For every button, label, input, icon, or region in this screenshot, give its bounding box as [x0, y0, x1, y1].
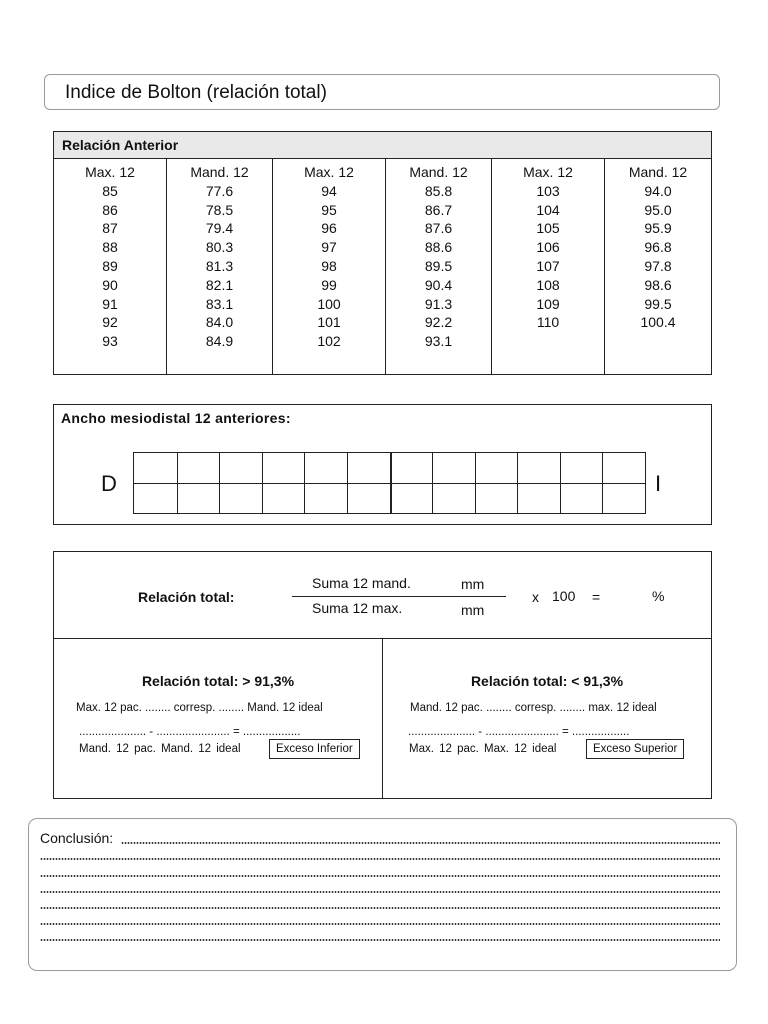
exceso-inferior-section	[54, 639, 383, 798]
grid-column-line	[475, 453, 476, 513]
conclusion-line[interactable]	[40, 939, 720, 941]
tooth-width-grid	[133, 452, 646, 514]
column-header: Max. 12	[523, 164, 573, 180]
exceso-superior-box: Exceso Superior	[586, 739, 684, 759]
table-cell: 99.5	[644, 295, 672, 312]
table-cell: 104	[536, 201, 560, 218]
less-line2: ..................... - ....................... = ..................	[408, 726, 630, 738]
grid-column-line	[432, 453, 433, 513]
table-cell: 77.6	[205, 182, 234, 199]
less-heading: Relación total: < 91,3%	[470, 673, 624, 689]
table-cell: 98	[321, 257, 337, 274]
table-cell: 108	[536, 276, 560, 293]
column-header: Max. 12	[85, 164, 135, 180]
table-cell: 86	[102, 201, 118, 218]
page-title: Indice de Bolton (relación total)	[65, 82, 327, 103]
table-cell: 96.8	[644, 239, 672, 256]
table-columns	[54, 159, 711, 374]
table-cell: 85.8	[424, 182, 453, 199]
grid-column-line	[347, 453, 348, 513]
conclusion-line[interactable]	[40, 891, 720, 893]
table-cell: 110	[536, 314, 560, 331]
table-column	[167, 159, 273, 374]
table-cell: 100	[317, 295, 341, 312]
table-cell: 95.0	[644, 201, 672, 218]
formula-section	[54, 552, 711, 639]
grid-column-line	[304, 453, 305, 513]
grid-column-line	[177, 453, 178, 513]
table-cell: 102	[317, 333, 341, 350]
table-cell: 84.9	[205, 333, 234, 350]
grid-column-line	[219, 453, 220, 513]
conclusion-line[interactable]	[40, 907, 720, 909]
table-cell: 89.5	[424, 257, 453, 274]
table-cell: 103	[536, 182, 560, 199]
table-cell: 78.5	[205, 201, 234, 218]
table-cell: 83.1	[205, 295, 234, 312]
times-sign: x	[532, 589, 539, 605]
table-cell: 95.9	[644, 220, 672, 237]
greater-line3: Mand. 12 pac. Mand. 12 ideal	[79, 743, 241, 755]
title-box	[44, 74, 720, 110]
table-cell: 81.3	[205, 257, 234, 274]
table-cell: 91	[102, 295, 118, 312]
table-cell: 93.1	[424, 333, 453, 350]
table-cell: 97.8	[644, 257, 672, 274]
equals-sign: =	[592, 589, 601, 605]
fraction-line	[292, 596, 506, 597]
table-cell: 99	[321, 276, 337, 293]
greater-line2: ..................... - ....................... = ..................	[79, 726, 301, 738]
ancho-label: Ancho mesiodistal 12 anteriores:	[61, 410, 291, 426]
conclusion-line[interactable]	[40, 858, 720, 860]
table-cell: 95	[321, 201, 337, 218]
table-cell: 82.1	[205, 276, 234, 293]
column-header: Mand. 12	[628, 164, 688, 180]
table-cell: 87.6	[424, 220, 453, 237]
hundred-value: 100	[552, 588, 576, 604]
denominator-unit: mm	[461, 602, 485, 618]
table-column	[492, 159, 605, 374]
column-header: Mand. 12	[190, 164, 249, 180]
table-cell: 100.4	[640, 314, 676, 331]
table-cell: 84.0	[205, 314, 234, 331]
table-cell: 97	[321, 239, 337, 256]
relacion-anterior-table	[53, 131, 712, 375]
conclusion-label: Conclusión:	[40, 830, 114, 846]
percent-sign: %	[652, 588, 665, 604]
table-cell: 86.7	[424, 201, 453, 218]
table-cell: 94	[321, 182, 337, 199]
column-header: Max. 12	[304, 164, 354, 180]
less-line1: Mand. 12 pac. ........ corresp. ........ max. 12 ideal	[410, 702, 657, 714]
table-cell: 92.2	[424, 314, 453, 331]
column-header: Mand. 12	[409, 164, 468, 180]
table-cell: 90.4	[424, 276, 453, 293]
side-label-d: D	[101, 471, 117, 496]
table-cell: 93	[102, 333, 118, 350]
table-cell: 94.0	[644, 182, 672, 199]
conclusion-box	[28, 818, 737, 971]
grid-column-line	[560, 453, 561, 513]
grid-midline	[390, 453, 392, 513]
table-cell: 90	[102, 276, 118, 293]
exceso-superior-section	[383, 639, 711, 798]
formula-label: Relación total:	[138, 589, 235, 605]
table-cell: 91.3	[424, 295, 453, 312]
numerator-unit: mm	[461, 576, 485, 592]
grid-column-line	[517, 453, 518, 513]
table-cell: 88.6	[424, 239, 453, 256]
relacion-total-box	[53, 551, 712, 799]
side-label-i: I	[655, 471, 662, 496]
table-cell: 92	[102, 314, 118, 331]
table-cell: 98.6	[644, 276, 672, 293]
table-column	[54, 159, 167, 374]
table-cell: 109	[536, 295, 560, 312]
table-cell: 96	[321, 220, 337, 237]
table-column	[386, 159, 492, 374]
table-column	[273, 159, 386, 374]
greater-line1: Max. 12 pac. ........ corresp. ........ Mand. 12 ideal	[76, 702, 323, 714]
table-cell: 88	[102, 239, 118, 256]
less-line3: Max. 12 pac. Max. 12 ideal	[409, 743, 557, 755]
greater-heading: Relación total: > 91,3%	[141, 673, 295, 689]
conclusion-line[interactable]	[121, 842, 720, 844]
formula-numerator: Suma 12 mand.	[312, 575, 411, 591]
table-cell: 87	[102, 220, 118, 237]
exceso-inferior-box: Exceso Inferior	[269, 739, 360, 759]
grid-column-line	[262, 453, 263, 513]
conclusion-line[interactable]	[40, 923, 720, 925]
table-cell: 105	[536, 220, 560, 237]
grid-column-line	[602, 453, 603, 513]
ancho-mesiodistal-box	[53, 404, 712, 525]
table-cell: 89	[102, 257, 118, 274]
table-heading: Relación Anterior	[54, 132, 711, 159]
table-cell: 79.4	[205, 220, 234, 237]
table-cell: 80.3	[205, 239, 234, 256]
table-cell: 107	[536, 257, 560, 274]
formula-denominator: Suma 12 max.	[312, 600, 403, 616]
table-column	[605, 159, 711, 374]
table-cell: 101	[317, 314, 341, 331]
conclusion-line[interactable]	[40, 875, 720, 877]
table-cell: 85	[102, 182, 118, 199]
table-cell: 106	[536, 239, 560, 256]
